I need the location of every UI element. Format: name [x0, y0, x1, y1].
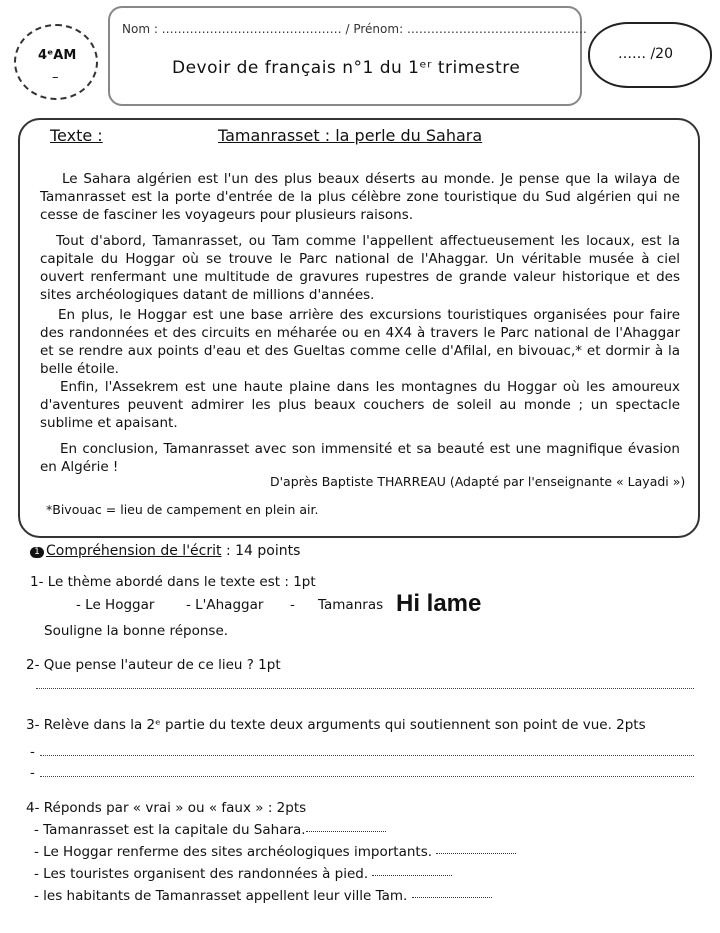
- section-title: Compréhension de l'écrit: [46, 543, 222, 559]
- level-badge: 4ᵉAM: [38, 48, 77, 63]
- answer-line-q3-1[interactable]: [40, 755, 694, 756]
- answer-dash-2: -: [30, 765, 35, 781]
- true-false-statement: - Les touristes organisent des randonnées à pied.: [34, 866, 369, 882]
- paragraph-3: En plus, le Hoggar est une base arrière des excursions touristiques organisées pour faire des randonnées et des circuits en méharée ou en 4X4 à travers le Parc national de l'Ahaggar et se rendre aux points d'eau et des Gueltas comme celle d'Afilal, en bivouac,* et dormir à la belle étoile.: [40, 307, 680, 377]
- answer-line-q3-2[interactable]: [40, 776, 694, 777]
- text-title: Tamanrasset : la perle du Sahara: [218, 126, 483, 145]
- name-line[interactable]: Nom : ……………………………………… / Prénom: ………………………………………: [122, 22, 587, 36]
- level-dash: –: [52, 70, 59, 85]
- answer-dash-1: -: [30, 744, 35, 760]
- true-false-item-1: [34, 822, 386, 838]
- author-credit: D'après Baptiste THARREAU (Adapté par l'enseignante « Layadi »): [270, 474, 686, 489]
- paragraph-5: En conclusion, Tamanrasset avec son immensité et sa beauté est une magnifique évasion en Algérie !: [40, 441, 680, 475]
- section-number: 1: [30, 547, 44, 558]
- answer-line-q2[interactable]: [36, 688, 694, 689]
- answer-blank[interactable]: [412, 897, 492, 898]
- option-le-hoggar[interactable]: - Le Hoggar: [76, 597, 155, 613]
- true-false-item-3: [34, 866, 452, 882]
- paragraph-1: Le Sahara algérien est l'un des plus beaux déserts au monde. Je pense que la wilaya de Tamanrasset est la porte d'entrée de la plus célèbre zone touristique du Sud algérien qui ne cesse de fasciner les voyageurs pour plusieurs raisons.: [40, 171, 680, 223]
- question-2: 2- Que pense l'auteur de ce lieu ? 1pt: [26, 657, 281, 673]
- score-field[interactable]: …… /20: [618, 46, 673, 62]
- paragraph-2: Tout d'abord, Tamanrasset, ou Tam comme l'appellent affectueusement les locaux, est la capitale du Hoggar où se trouve le Parc national de l'Ahaggar. Un véritable musée à ciel ouvert renfermant une multitude de gravures rupestres de grande valeur historique et des sites archéologiques datant de millions d'années.: [40, 233, 680, 303]
- true-false-statement: - les habitants de Tamanrasset appellent leur ville Tam.: [34, 888, 408, 904]
- option-tamanrasset[interactable]: Tamanras: [318, 597, 384, 613]
- section-points: : 14 points: [221, 543, 301, 559]
- footnote: *Bivouac = lieu de campement en plein air.: [46, 502, 319, 517]
- overlay-text: Hi lame: [396, 590, 482, 617]
- option-separator: -: [290, 597, 295, 613]
- option-ahaggar[interactable]: - L'Ahaggar: [186, 597, 264, 613]
- question-4: 4- Réponds par « vrai » ou « faux » : 2pts: [26, 800, 307, 816]
- answer-blank[interactable]: [436, 853, 516, 854]
- answer-blank[interactable]: [306, 831, 386, 832]
- text-label: Texte :: [50, 126, 103, 145]
- question-1-instruction: Souligne la bonne réponse.: [44, 623, 229, 639]
- true-false-item-2: [34, 844, 516, 860]
- true-false-statement: - Tamanrasset est la capitale du Sahara.: [34, 822, 306, 838]
- page-title: Devoir de français n°1 du 1ᵉʳ trimestre: [172, 58, 521, 78]
- true-false-item-4: [34, 888, 492, 904]
- question-3: 3- Relève dans la 2ᵉ partie du texte deux arguments qui soutiennent son point de vue. 2pts: [26, 717, 646, 733]
- header-box: [108, 6, 582, 106]
- answer-blank[interactable]: [372, 875, 452, 876]
- question-1: 1- Le thème abordé dans le texte est : 1pt: [30, 574, 316, 590]
- paragraph-4: Enfin, l'Assekrem est une haute plaine dans les montagnes du Hoggar où les amoureux d'aventures peuvent admirer les plus beaux couchers de soleil au monde ; un spectacle sublime et apaisant.: [40, 379, 680, 431]
- section-heading: [30, 543, 300, 559]
- true-false-statement: - Le Hoggar renferme des sites archéologiques importants.: [34, 844, 433, 860]
